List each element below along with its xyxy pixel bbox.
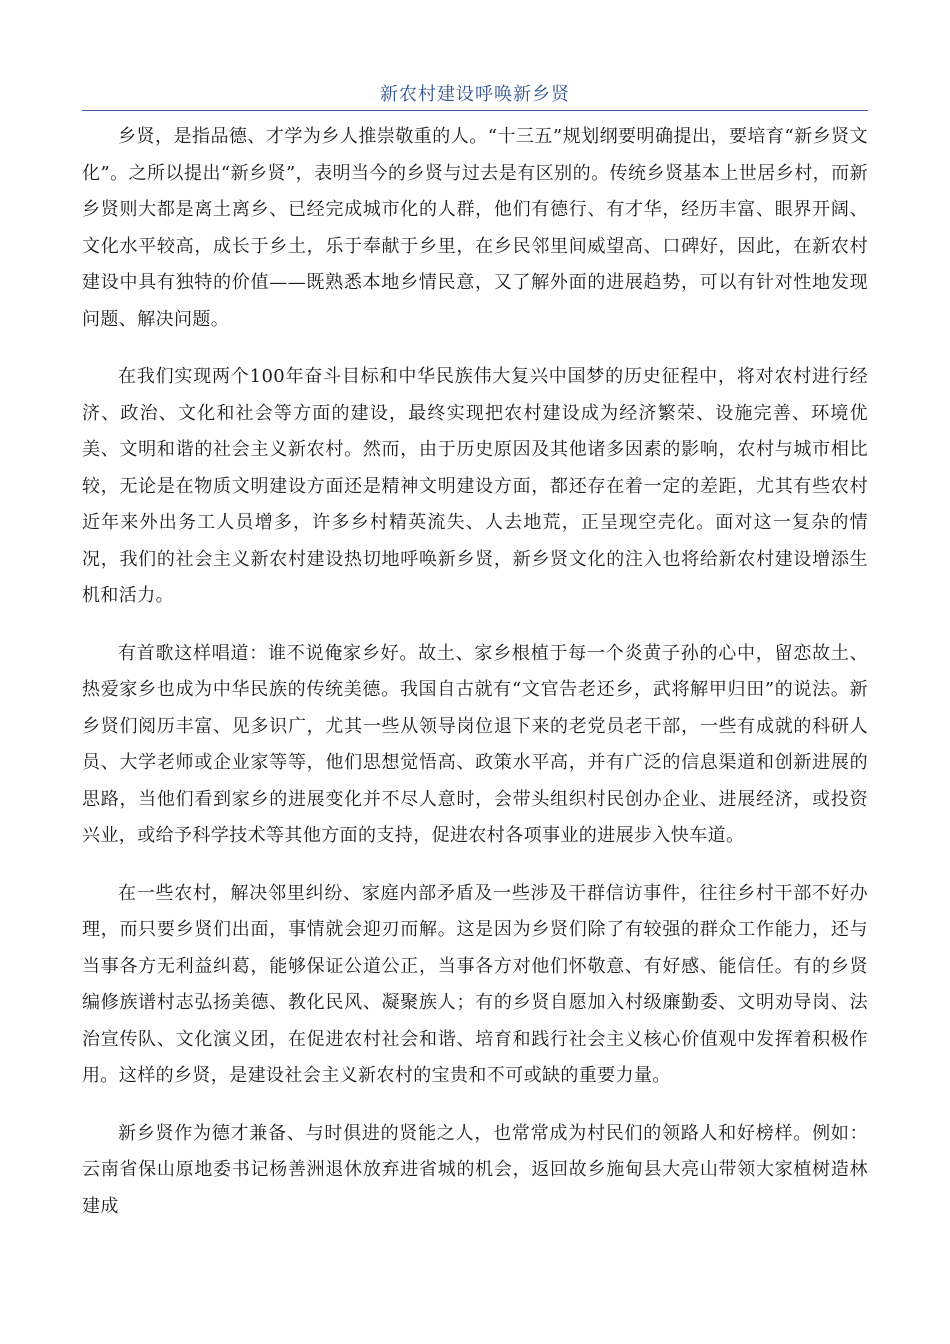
paragraph-2: 在我们实现两个100年奋斗目标和中华民族伟大复兴中国梦的历史征程中，将对农村进行经济、政治、文化和社会等方面的建设，最终实现把农村建设成为经济繁荣、设施完善、环境优美、文明和谐的社会主义新农村。然而，由于历史原因及其他诸多因素的影响，农村与城市相比较，无论是在物质文明建设方面还是精神文明建设方面，都还存在着一定的差距，尤其有些农村近年来外出务工人员增多，许多乡村精英流失、人去地荒，正呈现空壳化。面对这一复杂的情况，我们的社会主义新农村建设热切地呼唤新乡贤，新乡贤文化的注入也将给新农村建设增添生机和活力。 bbox=[82, 366, 868, 606]
document-page bbox=[82, 0, 868, 1246]
paragraph-1: 乡贤，是指品德、才学为乡人推崇敬重的人。“十三五”规划纲要明确提出，要培育“新乡贤文化”。之所以提出“新乡贤”，表明当今的乡贤与过去是有区别的。传统乡贤基本上世居乡村，而新乡贤则大都是离土离乡、已经完成城市化的人群，他们有德行、有才华，经历丰富、眼界开阔、文化水平较高，成长于乡土，乐于奉献于乡里，在乡民邻里间威望高、口碑好，因此，在新农村建设中具有独特的价值——既熟悉本地乡情民意，又了解外面的进展趋势，可以有针对性地发现问题、解决问题。 bbox=[82, 126, 868, 330]
document-title: 新农村建设呼唤新乡贤 bbox=[380, 84, 570, 105]
page-header bbox=[82, 0, 868, 111]
paragraph-4: 在一些农村，解决邻里纠纷、家庭内部矛盾及一些涉及干群信访事件，往往乡村干部不好办理，而只要乡贤们出面，事情就会迎刃而解。这是因为乡贤们除了有较强的群众工作能力，还与当事各方无利益纠葛，能够保证公道公正，当事各方对他们怀敬意、有好感、能信任。有的乡贤编修族谱村志弘扬美德、教化民风、凝聚族人；有的乡贤自愿加入村级廉勤委、文明劝导岗、法治宣传队、文化演义团，在促进农村社会和谐、培育和践行社会主义核心价值观中发挥着积极作用。这样的乡贤，是建设社会主义新农村的宝贵和不可或缺的重要力量。 bbox=[82, 882, 868, 1086]
paragraph-3: 有首歌这样唱道：谁不说俺家乡好。故土、家乡根植于每一个炎黄子孙的心中，留恋故土、热爱家乡也成为中华民族的传统美德。我国自古就有“文官告老还乡，武将解甲归田”的说法。新乡贤们阅历丰富、见多识广，尤其一些从领导岗位退下来的老党员老干部，一些有成就的科研人员、大学老师或企业家等等，他们思想觉悟高、政策水平高，并有广泛的信息渠道和创新进展的思路，当他们看到家乡的进展变化并不尽人意时，会带头组织村民创办企业、进展经济，或投资兴业，或给予科学技术等其他方面的支持，促进农村各项事业的进展步入快车道。 bbox=[82, 642, 868, 846]
document-body bbox=[82, 111, 868, 1225]
paragraph-5: 新乡贤作为德才兼备、与时俱进的贤能之人，也常常成为村民们的领路人和好榜样。例如：云南省保山原地委书记杨善洲退休放弃进省城的机会，返回故乡施甸县大亮山带领大家植树造林建成 bbox=[82, 1122, 868, 1217]
